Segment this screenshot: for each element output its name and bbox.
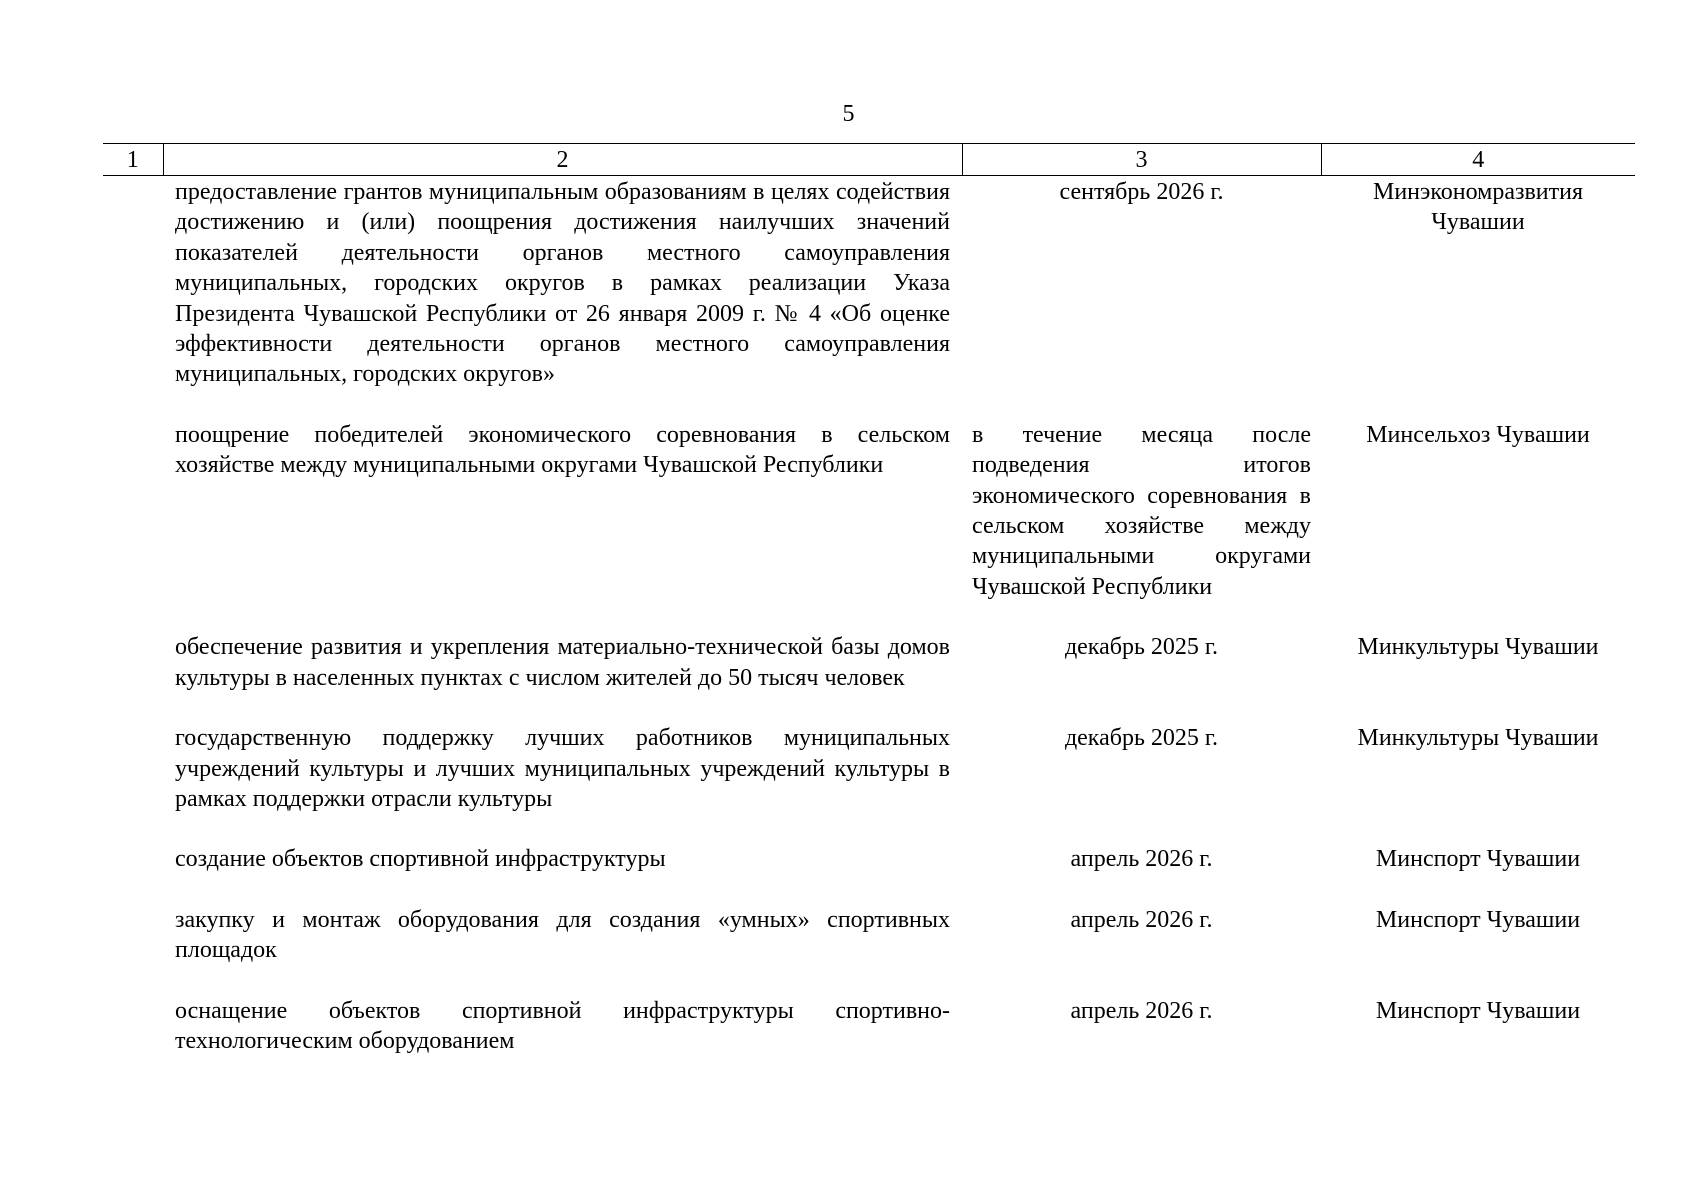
measure-description: поощрение победителей экономического соревнования в сельском хозяйстве между муниципальными округами Чувашской Республики [175,421,950,479]
table-row [103,844,1635,904]
row-number [103,723,163,844]
measure-term: в течение месяца после подведения итогов экономического соревнования в сельском хозяйстве между муниципальными округами Чувашской Республики [972,421,1311,600]
measure-description: создание объектов спортивной инфраструктуры [175,846,666,873]
row-number [103,905,163,996]
table-header-row [103,144,1635,176]
measure-term: апрель 2026 г. [1070,906,1213,933]
measure-description: оснащение объектов спортивной инфраструктуры спортивно-технологическим оборудованием [175,997,950,1054]
responsible-body: Минспорт Чувашии [1375,906,1581,933]
table-row [103,176,1635,420]
responsible-body: Минэкономразвития Чувашии [1372,179,1584,236]
table-row [103,996,1635,1087]
row-number [103,176,163,420]
measure-description: закупку и монтаж оборудования для создания «умных» спортивных площадок [175,906,950,964]
measures-table [103,143,1635,1086]
measure-term: декабрь 2025 г. [1064,634,1219,661]
measure-description: предоставление грантов муниципальным образованиям в целях содействия достижению и (или) поощрения достижения наилучших значений показателей деятельности органов местного самоуправления муниципальных, городских округов в рамках реализации Указа Президента Чувашской Республики от 26 января 2009 г. № 4 «Об оценке эффективности деятельности органов местного самоуправления муниципальных, городских округов» [175,179,950,388]
measure-term: апрель 2026 г. [1070,997,1213,1024]
measure-description: государственную поддержку лучших работников муниципальных учреждений культуры и лучших муниципальных учреждений культуры в рамках поддержки отрасли культуры [175,725,950,812]
measure-term: сентябрь 2026 г. [1059,179,1224,205]
column-header-3: 3 [962,144,1321,176]
table-row [103,420,1635,632]
column-header-4: 4 [1321,144,1635,176]
page-number: 5 [842,101,855,127]
column-header-1: 1 [103,144,163,176]
measure-description: обеспечение развития и укрепления материально-технической базы домов культуры в населенных пунктах с числом жителей до 50 тысяч человек [175,634,950,691]
column-header-2: 2 [163,144,962,176]
table-row [103,905,1635,996]
responsible-body: Минсельхоз Чувашии [1366,421,1590,448]
row-number [103,996,163,1087]
table-row [103,632,1635,723]
responsible-body: Минспорт Чувашии [1375,846,1581,873]
row-number [103,844,163,904]
measure-term: декабрь 2025 г. [1064,725,1219,752]
responsible-body: Минкультуры Чувашии [1357,725,1599,752]
responsible-body: Минкультуры Чувашии [1357,634,1599,661]
row-number [103,632,163,723]
table-row [103,723,1635,844]
measure-term: апрель 2026 г. [1070,846,1213,873]
responsible-body: Минспорт Чувашии [1375,997,1581,1024]
row-number [103,420,163,632]
